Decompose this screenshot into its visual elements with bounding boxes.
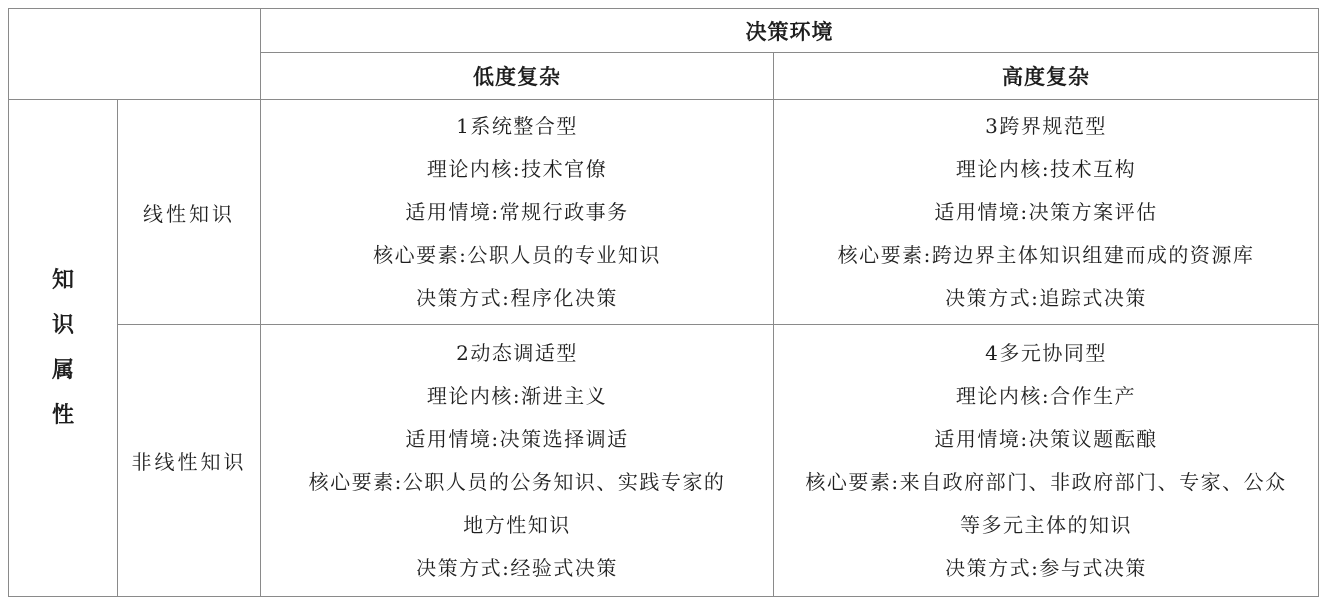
cell-scenario: 适用情境:决策议题酝酿	[934, 426, 1158, 451]
cell-decision-mode: 决策方式:程序化决策	[416, 285, 618, 310]
row-label-nonlinear-knowledge: 非线性知识	[118, 325, 261, 597]
attribute-char: 知	[51, 268, 74, 293]
corner-cell	[9, 9, 261, 100]
header-decision-environment: 决策环境	[261, 9, 1319, 53]
cell-dynamic-adaptation	[261, 325, 774, 597]
typology-table-container	[8, 8, 1318, 600]
cell-core-elements-line1: 核心要素:来自政府部门、非政府部门、专家、公众	[805, 469, 1287, 494]
cell-title: 2动态调适型	[456, 340, 578, 365]
cell-title: 3跨界规范型	[985, 113, 1107, 138]
cell-core-elements-line2: 等多元主体的知识	[960, 512, 1132, 537]
cell-core-elements-line2: 地方性知识	[463, 512, 571, 537]
cell-core-theory: 理论内核:技术互构	[955, 156, 1137, 181]
header-low-complexity: 低度复杂	[261, 53, 774, 100]
cell-title: 4多元协同型	[985, 340, 1107, 365]
cell-core-elements: 核心要素:公职人员的专业知识	[373, 242, 661, 267]
cell-scenario: 适用情境:决策方案评估	[934, 199, 1158, 224]
header-high-complexity: 高度复杂	[774, 53, 1319, 100]
cell-cross-boundary-norm	[774, 100, 1319, 325]
knowledge-decision-matrix	[8, 8, 1319, 597]
cell-decision-mode: 决策方式:参与式决策	[945, 555, 1147, 580]
cell-core-elements: 核心要素:跨边界主体知识组建而成的资源库	[837, 242, 1255, 267]
row-label-linear-knowledge: 线性知识	[118, 100, 261, 325]
knowledge-attribute-label	[9, 100, 118, 597]
cell-system-integration	[261, 100, 774, 325]
cell-multi-collaboration	[774, 325, 1319, 597]
cell-core-theory: 理论内核:渐进主义	[426, 383, 608, 408]
cell-core-elements-line1: 核心要素:公职人员的公务知识、实践专家的	[308, 469, 726, 494]
cell-decision-mode: 决策方式:追踪式决策	[945, 285, 1147, 310]
attribute-char: 识	[51, 313, 74, 338]
cell-title: 1系统整合型	[456, 113, 578, 138]
cell-decision-mode: 决策方式:经验式决策	[416, 555, 618, 580]
cell-core-theory: 理论内核:合作生产	[955, 383, 1137, 408]
attribute-char: 性	[51, 403, 74, 428]
attribute-char: 属	[51, 358, 74, 383]
cell-scenario: 适用情境:决策选择调适	[405, 426, 629, 451]
cell-scenario: 适用情境:常规行政事务	[405, 199, 629, 224]
cell-core-theory: 理论内核:技术官僚	[426, 156, 608, 181]
